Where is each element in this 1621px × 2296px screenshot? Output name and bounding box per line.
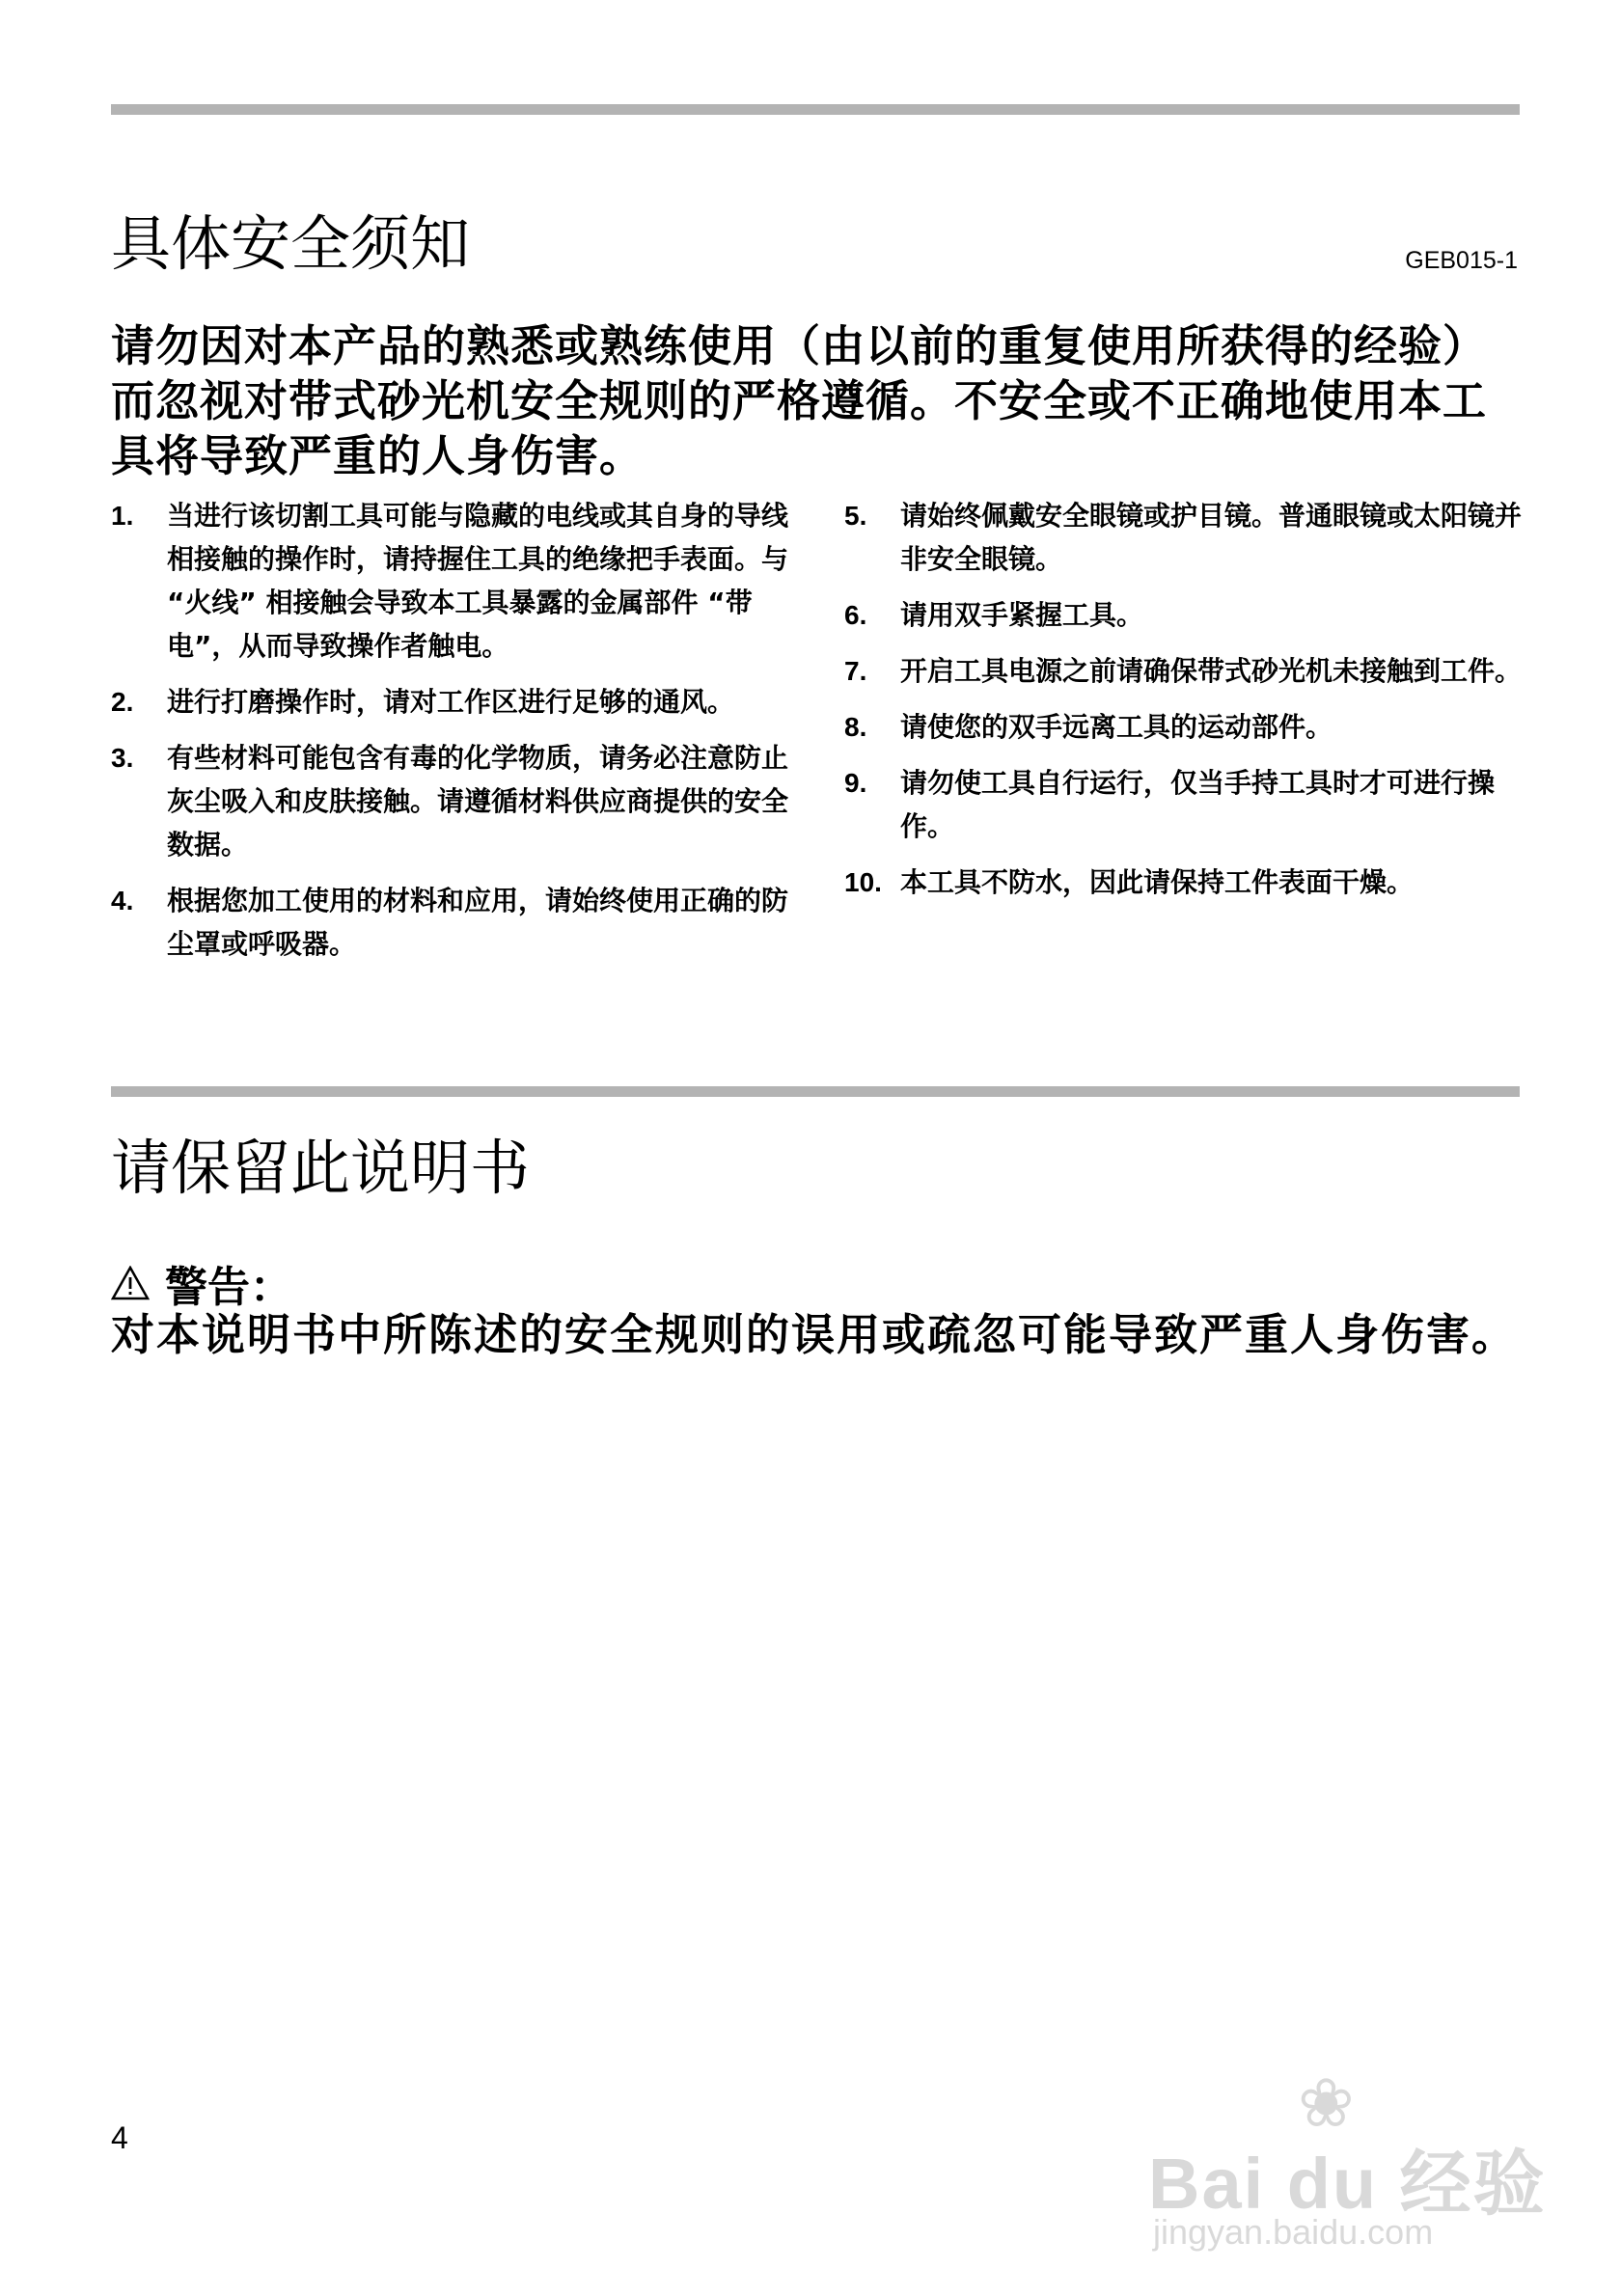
list-item bbox=[844, 761, 1539, 848]
list-item bbox=[844, 705, 1539, 749]
document-code: GEB015-1 bbox=[1405, 247, 1518, 274]
list-item bbox=[111, 494, 806, 668]
warning-text: 对本说明书中所陈述的安全规则的误用或疏忽可能导致严重人身伤害。 bbox=[111, 1309, 1518, 1360]
list-item-text: 本工具不防水，因此请保持工件表面干燥。 bbox=[900, 866, 1415, 898]
list-item-text: 开启工具电源之前请确保带式砂光机未接触到工件。 bbox=[900, 655, 1523, 687]
section-title-specific-safety: 具体安全须知 bbox=[111, 208, 471, 279]
watermark-brand: Bai du 经验 bbox=[1148, 2144, 1547, 2224]
list-item-number: 8. bbox=[844, 712, 867, 742]
list-item-number: 4. bbox=[111, 886, 134, 916]
list-item-number: 6. bbox=[844, 600, 867, 630]
list-item-text: 请勿使工具自行运行，仅当手持工具时才可进行操作。 bbox=[900, 767, 1496, 842]
list-item bbox=[111, 736, 806, 866]
list-item-number: 7. bbox=[844, 656, 867, 686]
list-item-text: 请始终佩戴安全眼镜或护目镜。普通眼镜或太阳镜并非安全眼镜。 bbox=[900, 500, 1523, 575]
list-item-text: 请用双手紧握工具。 bbox=[900, 599, 1144, 631]
list-item-number: 1. bbox=[111, 501, 134, 531]
list-item-number: 3. bbox=[111, 743, 134, 773]
page-number: 4 bbox=[111, 2120, 128, 2155]
list-item-number: 5. bbox=[844, 501, 867, 531]
baidu-watermark bbox=[1148, 2064, 1547, 2262]
list-item bbox=[844, 649, 1539, 693]
list-item bbox=[111, 879, 806, 966]
list-item bbox=[844, 861, 1539, 904]
section-rule-top bbox=[111, 104, 1520, 115]
watermark-url: jingyan.baidu.com bbox=[1153, 2212, 1434, 2252]
list-item-text: 请使您的双手远离工具的运动部件。 bbox=[900, 711, 1333, 743]
warning-triangle-icon bbox=[111, 1266, 150, 1300]
safety-list-left bbox=[111, 494, 806, 978]
list-item bbox=[844, 494, 1539, 581]
warning-label: 警告： bbox=[165, 1263, 292, 1312]
list-item-text: 根据您加工使用的材料和应用，请始终使用正确的防尘罩或呼吸器。 bbox=[167, 885, 789, 960]
list-item bbox=[844, 593, 1539, 637]
list-item bbox=[111, 680, 806, 724]
section-rule-middle bbox=[111, 1086, 1520, 1097]
list-item-number: 2. bbox=[111, 687, 134, 717]
list-item-number: 9. bbox=[844, 768, 867, 798]
lead-warning-paragraph: 请勿因对本产品的熟悉或熟练使用（由以前的重复使用所获得的经验）而忽视对带式砂光机安全规则的严格遵循。不安全或不正确地使用本工具将导致严重的人身伤害。 bbox=[111, 320, 1488, 481]
safety-list-right bbox=[844, 494, 1539, 916]
list-item-text: 有些材料可能包含有毒的化学物质，请务必注意防止灰尘吸入和皮肤接触。请遵循材料供应商提供的安全数据。 bbox=[167, 742, 789, 861]
paw-icon: ❀ bbox=[1298, 2064, 1355, 2143]
list-item-text: 当进行该切割工具可能与隐藏的电线或其自身的导线相接触的操作时，请持握住工具的绝缘把手表面。与 “火线” 相接触会导致本工具暴露的金属部件 “带电”，从而导致操作者触电。 bbox=[167, 500, 789, 662]
section-title-keep-manual: 请保留此说明书 bbox=[111, 1133, 531, 1203]
list-item-text: 进行打磨操作时，请对工作区进行足够的通风。 bbox=[167, 686, 735, 718]
warning-heading bbox=[111, 1252, 292, 1314]
list-item-number: 10. bbox=[844, 867, 882, 897]
